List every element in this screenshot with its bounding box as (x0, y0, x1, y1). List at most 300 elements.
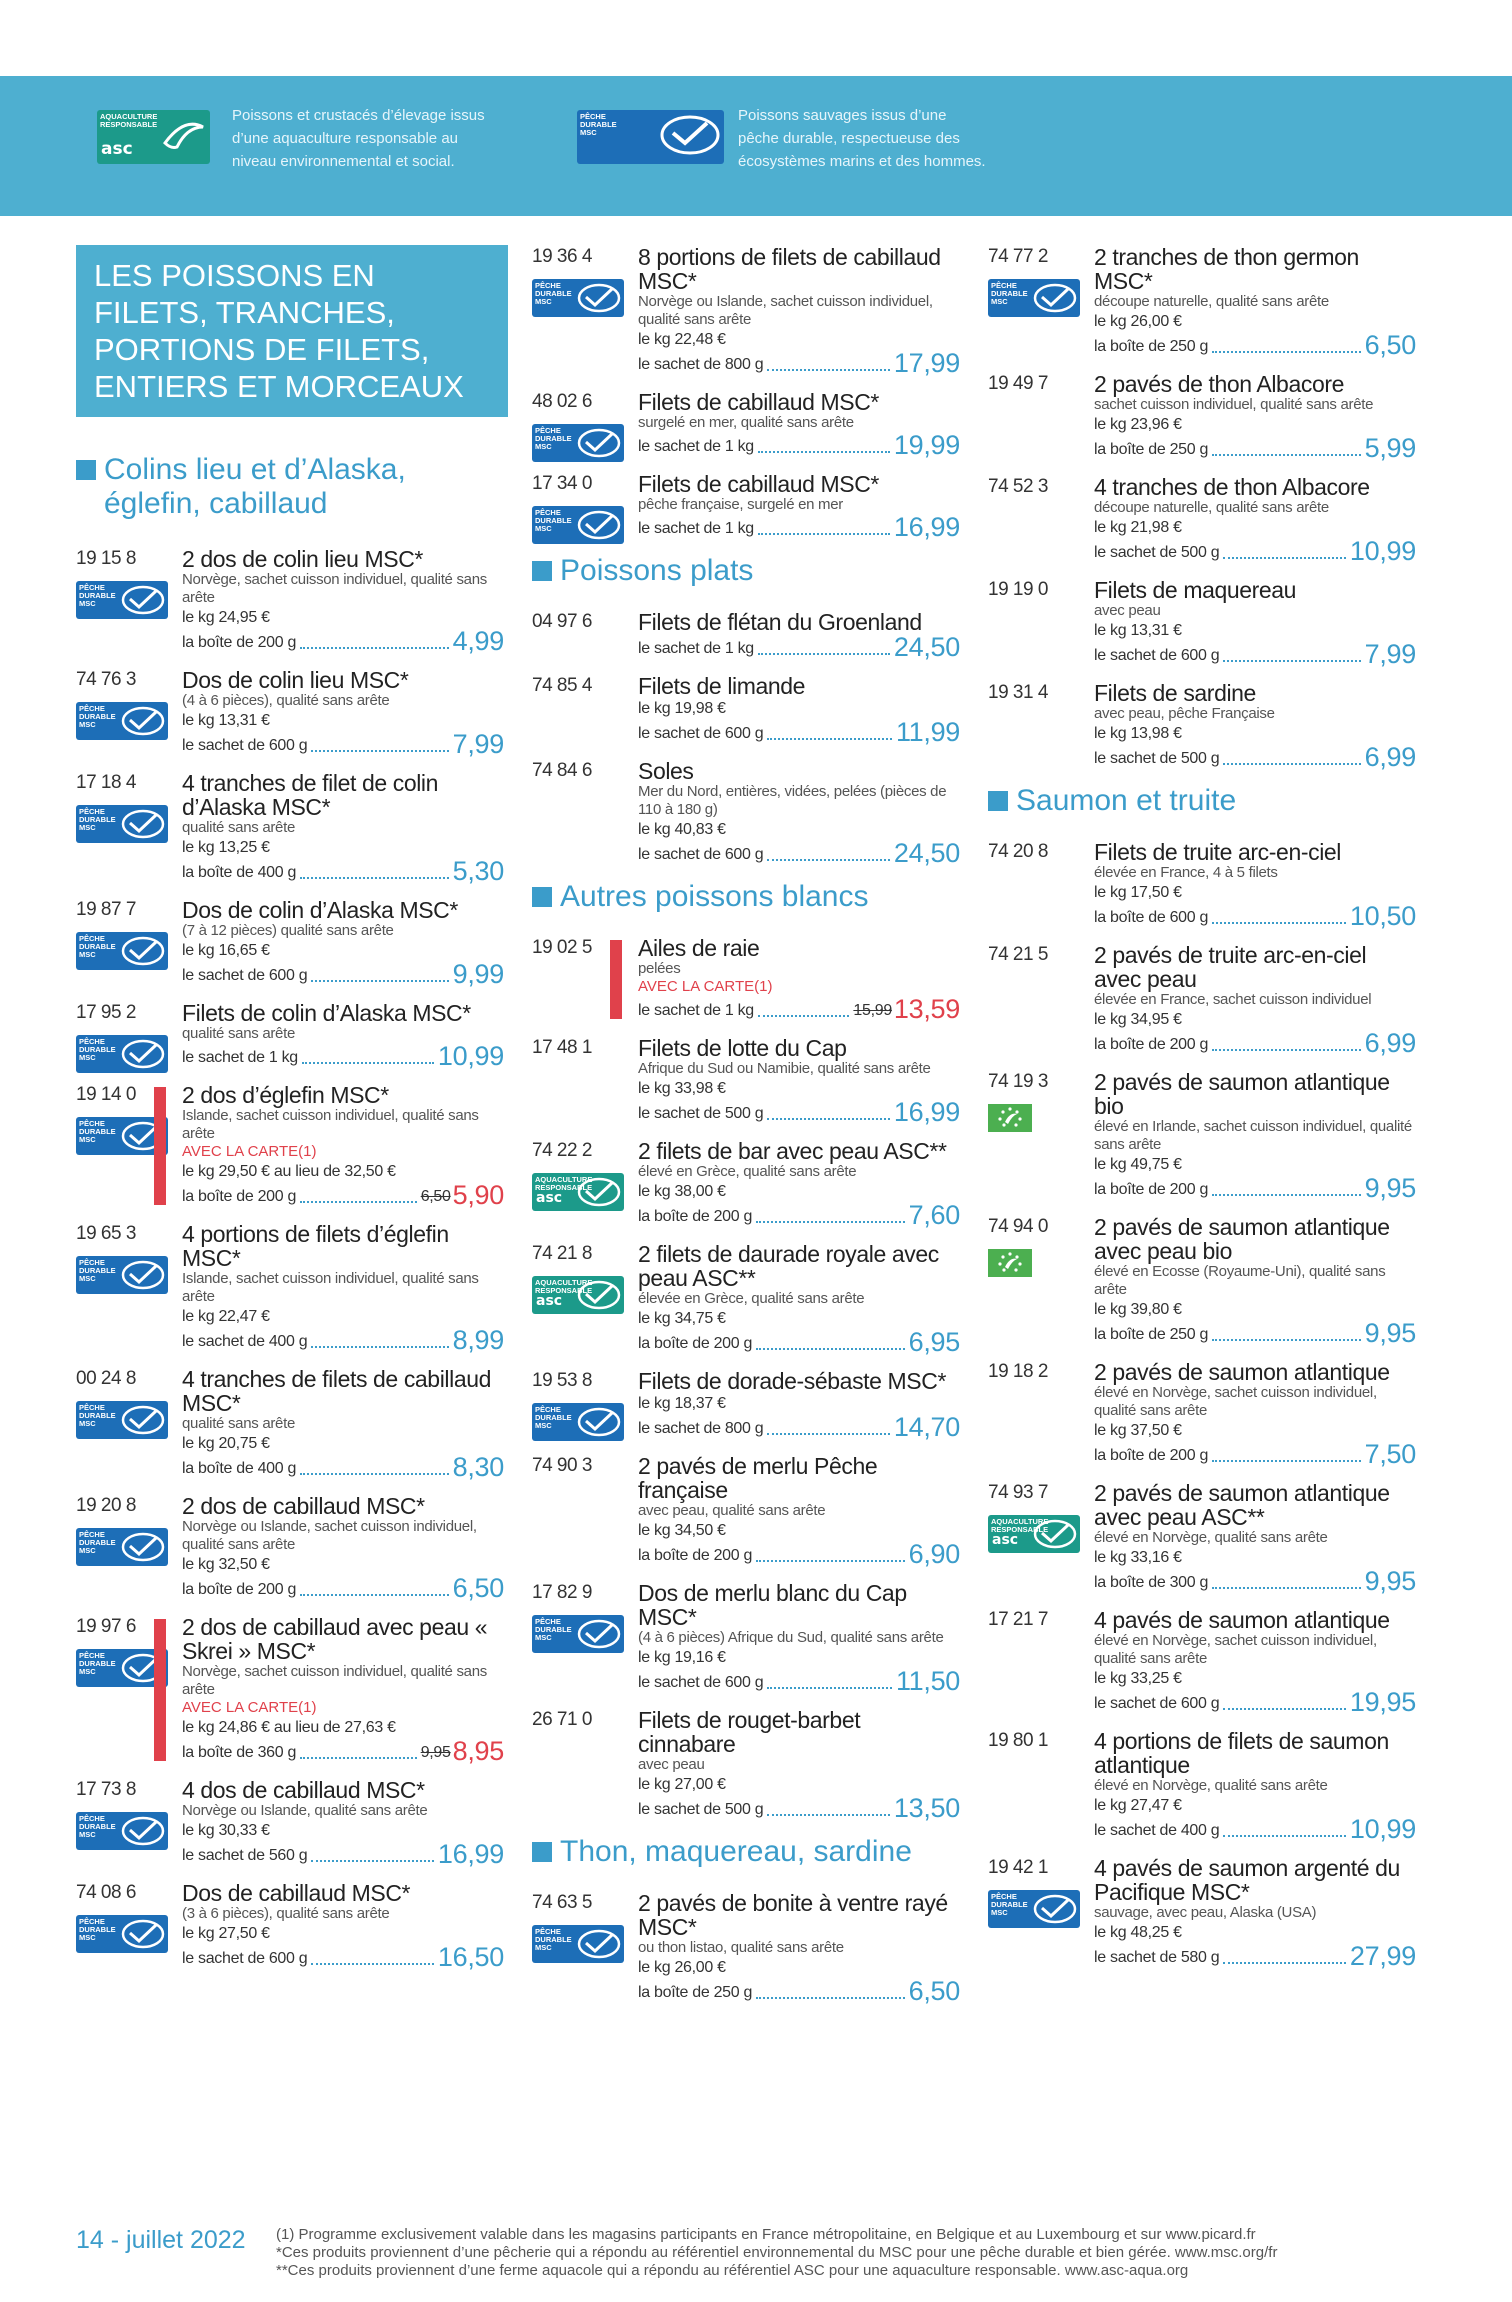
price: 6,50 (452, 1573, 504, 1603)
msc-logo-icon: PÊCHE DURABLE MSC (532, 506, 624, 544)
product-text (1094, 245, 1416, 359)
price-per-kg: le kg 21,98 € (1094, 519, 1182, 536)
list-plats (532, 610, 960, 867)
price-row (1094, 1441, 1416, 1468)
price-row (1094, 1320, 1416, 1347)
product-code: 19 19 0 (988, 579, 1048, 600)
product-text (1094, 1608, 1416, 1716)
product-detail: Mer du Nord, entières, vidées, pelées (pièces de 110 à 180 g) (638, 783, 947, 818)
msc-description: Poissons sauvages issus d’une pêche durable, respectueuse des écosystèmes marins et des hommes. (738, 107, 986, 170)
product-name: 2 filets de daurade royale avec peau ASC** (638, 1241, 939, 1291)
card-promo-label: AVEC LA CARTE(1) (182, 1699, 317, 1716)
product-name: 2 pavés de bonite à ventre rayé MSC* (638, 1890, 948, 1940)
leader-dots (302, 1062, 434, 1064)
pack-size: le sachet de 560 g (182, 1847, 308, 1864)
price: 11,50 (895, 1666, 960, 1696)
product-detail: Norvège, sachet cuisson individuel, qualité sans arête (182, 1663, 487, 1698)
price-per-kg: le kg 27,47 € (1094, 1797, 1182, 1814)
product-name: 4 portions de filets d’églefin MSC* (182, 1221, 449, 1271)
leader-dots (1223, 1835, 1346, 1837)
product-text (182, 771, 504, 885)
product-item (76, 1881, 504, 1971)
product-detail: découpe naturelle, qualité sans arête (1094, 499, 1329, 516)
product-detail: élevé en Grèce, qualité sans arête (638, 1163, 857, 1180)
msc-logo-icon: PÊCHE DURABLE MSC (988, 279, 1080, 317)
price: 5,30 (452, 856, 504, 886)
product-code: 00 24 8 (76, 1368, 136, 1389)
organic-logo-icon (988, 1104, 1032, 1132)
product-item (76, 1615, 504, 1765)
product-name: 8 portions de filets de cabillaud MSC* (638, 244, 941, 294)
product-item (988, 578, 1416, 668)
pack-size: la boîte de 300 g (1094, 1574, 1209, 1591)
section-thon: Thon, maquereau, sardine (532, 1835, 960, 1869)
price-per-kg: le kg 18,37 € (638, 1395, 726, 1412)
product-item (76, 547, 504, 655)
section-plats: Poissons plats (532, 554, 960, 588)
product-name: Filets de colin d’Alaska MSC* (182, 1000, 471, 1026)
asc-logo-icon: AQUACULTURE RESPONSABLE asc (532, 1173, 624, 1211)
product-text (1094, 840, 1416, 930)
pack-size: le sachet de 1 kg (638, 1002, 754, 1019)
list-thon-maquereau (988, 245, 1416, 771)
price-row (1094, 1568, 1416, 1595)
pack-size: le sachet de 600 g (182, 737, 308, 754)
leader-dots (756, 1348, 905, 1350)
leader-dots (1212, 1194, 1361, 1196)
product-item (532, 674, 960, 746)
product-item (76, 668, 504, 758)
leader-dots (1223, 660, 1360, 662)
price: 7,50 (1364, 1439, 1416, 1469)
product-name: 4 portions de filets de saumon atlantique (1094, 1728, 1389, 1778)
leader-dots (758, 1015, 850, 1017)
product-detail: Norvège ou Islande, qualité sans arête (182, 1802, 428, 1819)
price: 6,90 (908, 1539, 960, 1569)
product-code: 19 53 8 (532, 1370, 592, 1391)
price-row (638, 432, 960, 459)
msc-logo-icon: PÊCHE DURABLE MSC (532, 424, 624, 462)
msc-logo-icon: PÊCHE DURABLE MSC (76, 805, 168, 843)
product-item (532, 1891, 960, 2005)
price-per-kg: le kg 33,16 € (1094, 1549, 1182, 1566)
product-text (182, 1222, 504, 1354)
msc-logo-icon: PÊCHE DURABLE MSC (76, 1915, 168, 1953)
pack-size: le sachet de 600 g (1094, 647, 1220, 664)
leader-dots (300, 1201, 417, 1203)
pack-size: le sachet de 500 g (638, 1801, 764, 1818)
promo-bar (610, 940, 622, 1019)
price-per-kg: le kg 22,48 € (638, 331, 726, 348)
price-per-kg: le kg 13,98 € (1094, 725, 1182, 742)
product-text (638, 936, 960, 1023)
pack-size: la boîte de 250 g (1094, 441, 1209, 458)
price-per-kg: le kg 13,31 € (182, 712, 270, 729)
product-detail: sachet cuisson individuel, qualité sans arête (1094, 396, 1374, 413)
product-code: 19 02 5 (532, 937, 592, 958)
product-text (1094, 1360, 1416, 1468)
price-row (182, 628, 504, 655)
leader-dots (1212, 454, 1361, 456)
product-code: 74 93 7 (988, 1482, 1048, 1503)
pack-size: la boîte de 200 g (182, 1188, 297, 1205)
price-per-kg: le kg 23,96 € (1094, 416, 1182, 433)
price-row (182, 1944, 504, 1971)
section-autres: Autres poissons blancs (532, 880, 960, 914)
pack-size: la boîte de 200 g (182, 634, 297, 651)
price-row (638, 996, 960, 1023)
product-text (638, 245, 960, 377)
product-code: 19 18 2 (988, 1361, 1048, 1382)
product-name: Filets de rouget-barbet cinnabare (638, 1707, 861, 1757)
list-cabillaud (532, 245, 960, 541)
price: 6,50 (1364, 330, 1416, 360)
msc-logo: PÊCHE DURABLE MSC (577, 110, 724, 164)
product-text (638, 1369, 960, 1441)
price-per-kg: le kg 30,33 € (182, 1822, 270, 1839)
price-row (638, 1541, 960, 1568)
product-detail: élevé en Norvège, qualité sans arête (1094, 1777, 1328, 1794)
price-per-kg: le kg 34,50 € (638, 1522, 726, 1539)
column-1 (76, 245, 504, 1984)
price: 7,99 (452, 729, 504, 759)
product-detail: élevée en France, 4 à 5 filets (1094, 864, 1278, 881)
price-per-kg: le kg 40,83 € (638, 821, 726, 838)
price-row (638, 1099, 960, 1126)
asc-logo-icon: AQUACULTURE RESPONSABLE asc (988, 1515, 1080, 1553)
pack-size: le sachet de 580 g (1094, 1949, 1220, 1966)
promo-bar (154, 1087, 166, 1205)
product-item (988, 1729, 1416, 1843)
product-item (76, 1367, 504, 1481)
price-row (182, 858, 504, 885)
page-number: 14 - juillet 2022 (76, 2226, 246, 2254)
price: 17,99 (893, 348, 960, 378)
product-text (1094, 1215, 1416, 1347)
price: 13,59 (893, 994, 960, 1024)
price-row (638, 1668, 960, 1695)
price-per-kg: le kg 13,25 € (182, 839, 270, 856)
product-text (638, 759, 960, 867)
list-thon (532, 1891, 960, 2005)
product-name: 4 tranches de filet de colin d’Alaska MSC* (182, 770, 439, 820)
product-name: 2 dos de cabillaud MSC* (182, 1493, 425, 1519)
product-item (988, 475, 1416, 565)
leader-dots (1212, 1339, 1361, 1341)
product-code: 74 85 4 (532, 675, 592, 696)
price-per-kg: le kg 19,98 € (638, 700, 726, 717)
price-row (1094, 903, 1416, 930)
price-row (638, 1202, 960, 1229)
pack-size: la boîte de 250 g (1094, 338, 1209, 355)
leader-dots (758, 533, 890, 535)
product-detail: Islande, sachet cuisson individuel, qualité sans arête (182, 1107, 479, 1142)
product-detail: (3 à 6 pièces), qualité sans arête (182, 1905, 390, 1922)
pack-size: le sachet de 600 g (638, 725, 764, 742)
price-per-kg: le kg 17,50 € (1094, 884, 1182, 901)
leader-dots (1223, 557, 1346, 559)
product-item (988, 1856, 1416, 1970)
product-code: 19 14 0 (76, 1084, 136, 1105)
product-name: Dos de colin d’Alaska MSC* (182, 897, 458, 923)
price-row (182, 1043, 504, 1070)
product-name: 4 dos de cabillaud MSC* (182, 1777, 425, 1803)
price-row (182, 1327, 504, 1354)
product-item (988, 1481, 1416, 1595)
product-item (532, 390, 960, 459)
product-code: 74 84 6 (532, 760, 592, 781)
leader-dots (311, 1346, 448, 1348)
leader-dots (767, 1433, 890, 1435)
product-item (532, 936, 960, 1023)
footnote-1: (1) Programme exclusivement valable dans les magasins participants en France métropolitaine, en Belgique et au Luxembourg et sur www.picard.fr (276, 2226, 1256, 2243)
price-per-kg: le kg 26,00 € (638, 1959, 726, 1976)
price-row (182, 1841, 504, 1868)
pack-size: la boîte de 360 g (182, 1744, 297, 1761)
column-2 (532, 245, 960, 2018)
product-detail: (4 à 6 pièces), qualité sans arête (182, 692, 390, 709)
price: 9,95 (1364, 1566, 1416, 1596)
product-text (638, 610, 960, 661)
product-item (988, 681, 1416, 771)
old-price: 15,99 (853, 1002, 892, 1019)
old-price: 9,95 (420, 1744, 451, 1761)
product-code: 17 48 1 (532, 1037, 592, 1058)
price-row (182, 1454, 504, 1481)
product-text (638, 1242, 960, 1356)
page-title: LES POISSONS EN FILETS, TRANCHES, PORTIONS DE FILETS, ENTIERS ET MORCEAUX (76, 245, 508, 417)
price-per-kg: le kg 33,98 € (638, 1080, 726, 1097)
leader-dots (767, 1687, 892, 1689)
price-per-kg: le kg 34,95 € (1094, 1011, 1182, 1028)
price: 8,95 (452, 1736, 504, 1766)
pack-size: le sachet de 1 kg (638, 438, 754, 455)
product-name: Filets de lotte du Cap (638, 1035, 847, 1061)
price-row (1094, 538, 1416, 565)
product-name: Ailes de raie (638, 935, 760, 961)
product-text (182, 1881, 504, 1971)
pack-size: la boîte de 200 g (1094, 1036, 1209, 1053)
product-text (1094, 475, 1416, 565)
product-detail: Norvège ou Islande, sachet cuisson individuel, qualité sans arête (182, 1518, 477, 1553)
footnote-2: *Ces produits proviennent d’une pêcherie qui a répondu au référentiel environnemental du MSC pour une pêche durable et bien gérée. www.msc.org/fr (276, 2244, 1278, 2261)
product-code: 17 21 7 (988, 1609, 1048, 1630)
product-detail: ou thon listao, qualité sans arête (638, 1939, 844, 1956)
product-name: Filets de flétan du Groenland (638, 609, 922, 635)
product-item (76, 1001, 504, 1070)
product-name: 2 dos de cabillaud avec peau « Skrei » MSC* (182, 1614, 488, 1664)
pack-size: le sachet de 800 g (638, 1420, 764, 1437)
product-code: 19 36 4 (532, 246, 592, 267)
product-detail: Afrique du Sud ou Namibie, qualité sans arête (638, 1060, 931, 1077)
product-text (638, 390, 960, 459)
leader-dots (300, 1473, 449, 1475)
price-row (638, 1414, 960, 1441)
pack-size: la boîte de 250 g (1094, 1326, 1209, 1343)
price-per-kg: le kg 24,86 € au lieu de 27,63 € (182, 1719, 396, 1736)
product-detail: (4 à 6 pièces) Afrique du Sud, qualité sans arête (638, 1629, 944, 1646)
promo-bar (154, 1619, 166, 1761)
product-code: 19 65 3 (76, 1223, 136, 1244)
pack-size: la boîte de 200 g (1094, 1447, 1209, 1464)
product-detail: avec peau (1094, 602, 1161, 619)
msc-logo-icon: PÊCHE DURABLE MSC (532, 279, 624, 317)
card-promo-label: AVEC LA CARTE(1) (638, 978, 773, 995)
product-name: 2 tranches de thon germon MSC* (1094, 244, 1359, 294)
price-per-kg: le kg 29,50 € au lieu de 32,50 € (182, 1163, 396, 1180)
price: 11,99 (895, 717, 960, 747)
asc-logo-icon: AQUACULTURE RESPONSABLE asc (532, 1276, 624, 1314)
product-text (182, 668, 504, 758)
msc-logo-icon: PÊCHE DURABLE MSC (988, 1890, 1080, 1928)
product-code: 19 49 7 (988, 373, 1048, 394)
pack-size: le sachet de 600 g (1094, 1695, 1220, 1712)
product-text (1094, 681, 1416, 771)
product-text (182, 547, 504, 655)
product-item (532, 472, 960, 541)
msc-logo-icon: PÊCHE DURABLE MSC (76, 581, 168, 619)
product-detail: pelées (638, 960, 681, 977)
leader-dots (1212, 922, 1346, 924)
product-name: 4 pavés de saumon argenté du Pacifique MSC* (1094, 1855, 1400, 1905)
leader-dots (1223, 1708, 1346, 1710)
leader-dots (300, 877, 449, 879)
product-code: 19 31 4 (988, 682, 1048, 703)
product-text (182, 1367, 504, 1481)
price-row (1094, 641, 1416, 668)
product-detail: élevé en Norvège, sachet cuisson individuel, qualité sans arête (1094, 1632, 1377, 1667)
asc-description: Poissons et crustacés d’élevage issus d’une aquaculture responsable au niveau environnemental et social. (232, 107, 485, 170)
product-name: 4 tranches de thon Albacore (1094, 474, 1370, 500)
pack-size: le sachet de 1 kg (638, 640, 754, 657)
column-3 (988, 245, 1416, 1983)
pack-size: la boîte de 600 g (1094, 909, 1209, 926)
leader-dots (300, 1757, 417, 1759)
product-text (1094, 1856, 1416, 1970)
product-detail: découpe naturelle, qualité sans arête (1094, 293, 1329, 310)
product-name: 2 pavés de saumon atlantique avec peau bio (1094, 1214, 1390, 1264)
msc-logo-icon: PÊCHE DURABLE MSC (532, 1925, 624, 1963)
product-text (638, 1036, 960, 1126)
product-text (638, 1139, 960, 1229)
product-text (638, 1454, 960, 1568)
product-item (988, 1215, 1416, 1347)
product-item (988, 1070, 1416, 1202)
product-text (182, 1615, 504, 1765)
price-per-kg: le kg 34,75 € (638, 1310, 726, 1327)
product-item (532, 1036, 960, 1126)
product-code: 19 15 8 (76, 548, 136, 569)
product-text (638, 1581, 960, 1695)
price-row (1094, 1030, 1416, 1057)
msc-logo-icon: PÊCHE DURABLE MSC (76, 702, 168, 740)
product-detail: sauvage, avec peau, Alaska (USA) (1094, 1904, 1317, 1921)
price-per-kg: le kg 27,00 € (638, 1776, 726, 1793)
old-price: 6,50 (420, 1188, 451, 1205)
product-name: 2 pavés de thon Albacore (1094, 371, 1344, 397)
pack-size: le sachet de 400 g (182, 1333, 308, 1350)
product-name: 2 pavés de saumon atlantique (1094, 1359, 1390, 1385)
price-row (638, 1795, 960, 1822)
asc-logo: AQUACULTURE RESPONSABLE asc (97, 110, 210, 164)
price-row (638, 719, 960, 746)
pack-size: la boîte de 250 g (638, 1984, 753, 2001)
price-per-kg: le kg 38,00 € (638, 1183, 726, 1200)
product-name: 4 pavés de saumon atlantique (1094, 1607, 1390, 1633)
product-code: 17 82 9 (532, 1582, 592, 1603)
price-row (182, 1182, 504, 1209)
product-item (76, 771, 504, 885)
leader-dots (311, 980, 448, 982)
list-saumon (988, 840, 1416, 1970)
product-text (1094, 943, 1416, 1057)
product-item (988, 1608, 1416, 1716)
price: 7,99 (1364, 639, 1416, 669)
product-item (532, 1708, 960, 1822)
product-code: 74 22 2 (532, 1140, 592, 1161)
price: 24,50 (893, 632, 960, 662)
product-name: 2 filets de bar avec peau ASC** (638, 1138, 947, 1164)
leader-dots (767, 369, 890, 371)
pack-size: la boîte de 400 g (182, 864, 297, 881)
price-per-kg: le kg 16,65 € (182, 942, 270, 959)
leader-dots (1223, 763, 1360, 765)
leader-dots (300, 1594, 449, 1596)
price: 9,95 (1364, 1173, 1416, 1203)
msc-logo-icon: PÊCHE DURABLE MSC (532, 1615, 624, 1653)
pack-size: le sachet de 800 g (638, 356, 764, 373)
price: 19,95 (1349, 1687, 1416, 1717)
price-per-kg: le kg 20,75 € (182, 1435, 270, 1452)
price: 5,99 (1364, 433, 1416, 463)
price: 14,70 (893, 1412, 960, 1442)
product-item (532, 759, 960, 867)
price: 16,99 (893, 1097, 960, 1127)
price: 7,60 (908, 1200, 960, 1230)
price-per-kg: le kg 39,80 € (1094, 1301, 1182, 1318)
product-detail: qualité sans arête (182, 1415, 296, 1432)
leader-dots (1212, 351, 1361, 353)
price: 10,99 (1349, 536, 1416, 566)
product-code: 17 95 2 (76, 1002, 136, 1023)
product-detail: Norvège ou Islande, sachet cuisson individuel, qualité sans arête (638, 293, 933, 328)
price-per-kg: le kg 24,95 € (182, 609, 270, 626)
product-name: 2 pavés de merlu Pêche française (638, 1453, 878, 1503)
product-item (532, 610, 960, 661)
product-name: 2 dos d’églefin MSC* (182, 1082, 389, 1108)
price: 16,99 (437, 1839, 504, 1869)
msc-logo-icon: PÊCHE DURABLE MSC (76, 1812, 168, 1850)
product-code: 74 94 0 (988, 1216, 1048, 1237)
product-item (988, 372, 1416, 462)
product-text (1094, 1481, 1416, 1595)
price: 19,99 (893, 430, 960, 460)
product-item (988, 245, 1416, 359)
msc-logo-icon: PÊCHE DURABLE MSC (532, 1403, 624, 1441)
label-banner (0, 76, 1512, 216)
price-row (1094, 435, 1416, 462)
price: 5,90 (452, 1180, 504, 1210)
pack-size: la boîte de 200 g (638, 1335, 753, 1352)
product-code: 74 77 2 (988, 246, 1048, 267)
leader-dots (756, 1221, 905, 1223)
price-row (182, 961, 504, 988)
product-detail: avec peau (638, 1756, 705, 1773)
section-saumon: Saumon et truite (988, 784, 1416, 818)
price: 10,99 (437, 1041, 504, 1071)
price-row (638, 514, 960, 541)
product-text (182, 1778, 504, 1868)
